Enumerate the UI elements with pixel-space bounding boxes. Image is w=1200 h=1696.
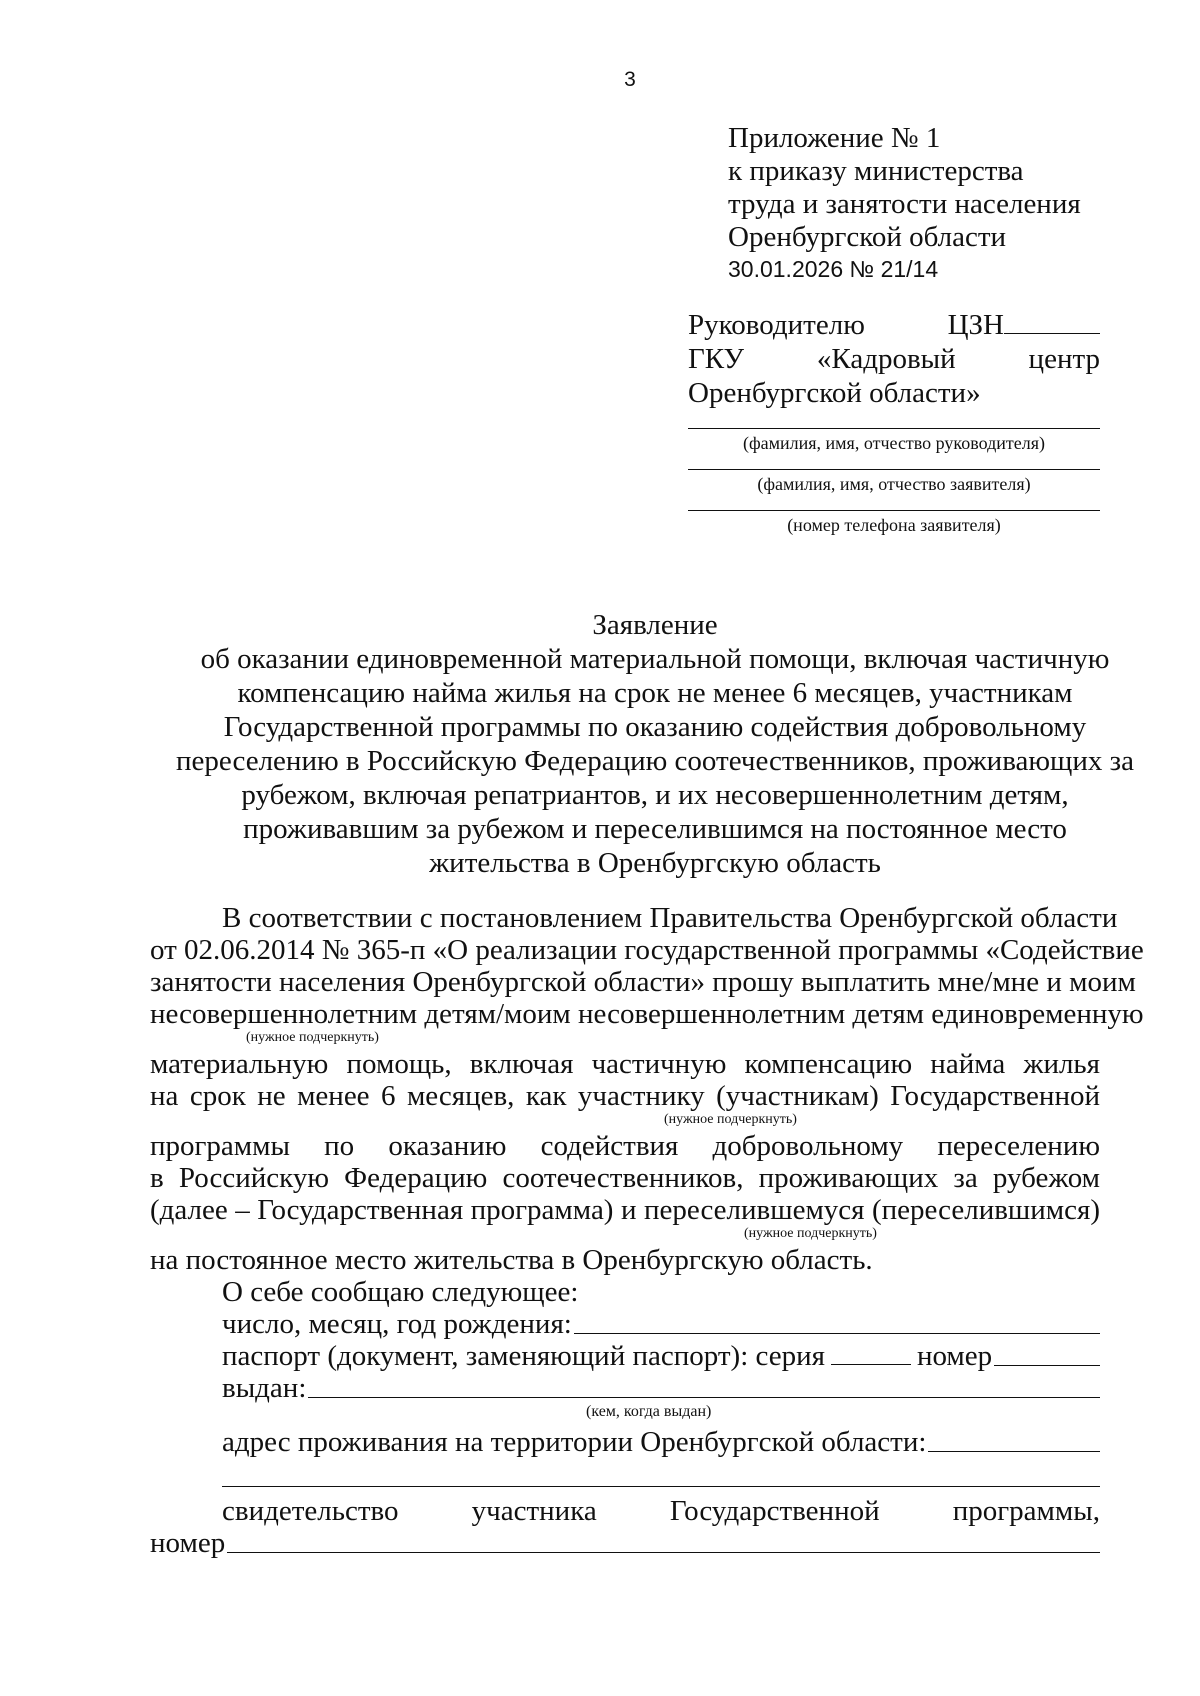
appendix-line: труда и занятости населения: [728, 188, 1081, 220]
passport-field: [150, 1340, 1100, 1372]
body-line: программы по оказанию содействия добровольному переселению: [150, 1130, 1100, 1162]
issued-blank[interactable]: [308, 1397, 1100, 1398]
passport-series-blank[interactable]: [831, 1364, 911, 1365]
birth-date-blank[interactable]: [574, 1333, 1100, 1334]
body-line: в Российскую Федерацию соотечественников, проживающих за рубежом: [150, 1162, 1100, 1194]
czn-blank[interactable]: [1004, 333, 1100, 334]
phone-blank[interactable]: [688, 510, 1100, 511]
address-label: адрес проживания на территории Оренбургской области:: [222, 1426, 927, 1458]
issued-field: [150, 1372, 1100, 1404]
certificate-line: свидетельство участника Государственной программы,: [222, 1495, 1100, 1527]
phone-caption: (номер телефона заявителя): [787, 515, 1001, 535]
statement-body: [150, 902, 1144, 1559]
body-line: (далее – Государственная программа) и переселившемуся (переселившимся): [150, 1194, 1100, 1226]
statement-title: [150, 608, 1160, 880]
body-line: на срок не менее 6 месяцев, как участнику (участникам) Государственной: [150, 1080, 1100, 1112]
address-blank[interactable]: [928, 1451, 1100, 1452]
head-name-caption: (фамилия, имя, отчество руководителя): [742, 433, 1046, 453]
addressee-org-word: центр: [1028, 343, 1100, 375]
birth-date-field: [150, 1308, 1100, 1340]
applicant-name-caption: (фамилия, имя, отчество заявителя): [757, 474, 1031, 494]
addressee-line-1: [688, 308, 1100, 342]
appendix-line: Приложение № 1: [728, 122, 941, 154]
addressee-line-3: Оренбургской области»: [688, 377, 981, 409]
certificate-number-label: номер: [150, 1527, 226, 1559]
underline-note: (нужное подчеркнуть): [744, 1226, 877, 1241]
certificate-number-field: [150, 1527, 1100, 1559]
title-line: проживавшим за рубежом и переселившимся на постоянное место: [243, 813, 1067, 845]
body-line: на постоянное место жительства в Оренбургскую область.: [150, 1244, 873, 1276]
page-number: 3: [624, 68, 636, 91]
birth-date-label: число, месяц, год рождения:: [222, 1308, 572, 1340]
body-line: от 02.06.2014 № 365-п «О реализации государственной программы «Содействие: [150, 934, 1144, 966]
appendix-line: к приказу министерства: [728, 155, 1024, 187]
passport-number-label: номер: [916, 1340, 993, 1372]
passport-number-blank[interactable]: [994, 1365, 1100, 1366]
addressee-line-2: [688, 342, 1100, 376]
addressee-org-word: «Кадровый: [816, 343, 956, 375]
head-name-blank[interactable]: [688, 428, 1100, 429]
addressee-block: [688, 308, 1100, 535]
about-self-line: О себе сообщаю следующее:: [222, 1276, 579, 1308]
title-line: переселению в Российскую Федерацию соотечественников, проживающих за: [176, 745, 1134, 777]
body-line: занятости населения Оренбургской области» прошу выплатить мне/мне и моим: [150, 966, 1136, 998]
appendix-block: [728, 122, 1081, 284]
title-line: Государственной программы по оказанию содействия добровольному: [223, 711, 1087, 743]
addressee-org-word: ГКУ: [688, 343, 745, 375]
address-blank-line-2[interactable]: [222, 1486, 1100, 1487]
body-line: материальную помощь, включая частичную компенсацию найма жилья: [150, 1048, 1100, 1080]
addressee-head-label: Руководителю: [688, 309, 865, 341]
body-line: В соответствии с постановлением Правительства Оренбургской области: [222, 902, 1118, 934]
passport-label: паспорт (документ, заменяющий паспорт): серия: [222, 1340, 825, 1372]
title-line: компенсацию найма жилья на срок не менее 6 месяцев, участникам: [237, 677, 1073, 709]
address-field: [150, 1426, 1100, 1458]
body-line: несовершеннолетним детям/моим несовершеннолетним детям единовременную: [150, 998, 1144, 1030]
title-line: рубежом, включая репатриантов, и их несовершеннолетним детям,: [241, 779, 1069, 811]
statement-heading: Заявление: [592, 609, 718, 641]
order-date-number: 30.01.2026 № 21/14: [728, 256, 939, 282]
appendix-line: Оренбургской области: [728, 221, 1007, 253]
certificate-number-blank[interactable]: [227, 1552, 1100, 1553]
issued-caption: (кем, когда выдан): [586, 1403, 712, 1420]
title-line: об оказании единовременной материальной помощи, включая частичную: [200, 643, 1110, 675]
addressee-czn-label: ЦЗН: [947, 309, 1004, 341]
underline-note: (нужное подчеркнуть): [664, 1112, 797, 1127]
underline-note: (нужное подчеркнуть): [246, 1030, 379, 1045]
title-line: жительства в Оренбургскую область: [429, 847, 881, 879]
issued-label: выдан:: [222, 1372, 307, 1404]
applicant-name-blank[interactable]: [688, 469, 1100, 470]
